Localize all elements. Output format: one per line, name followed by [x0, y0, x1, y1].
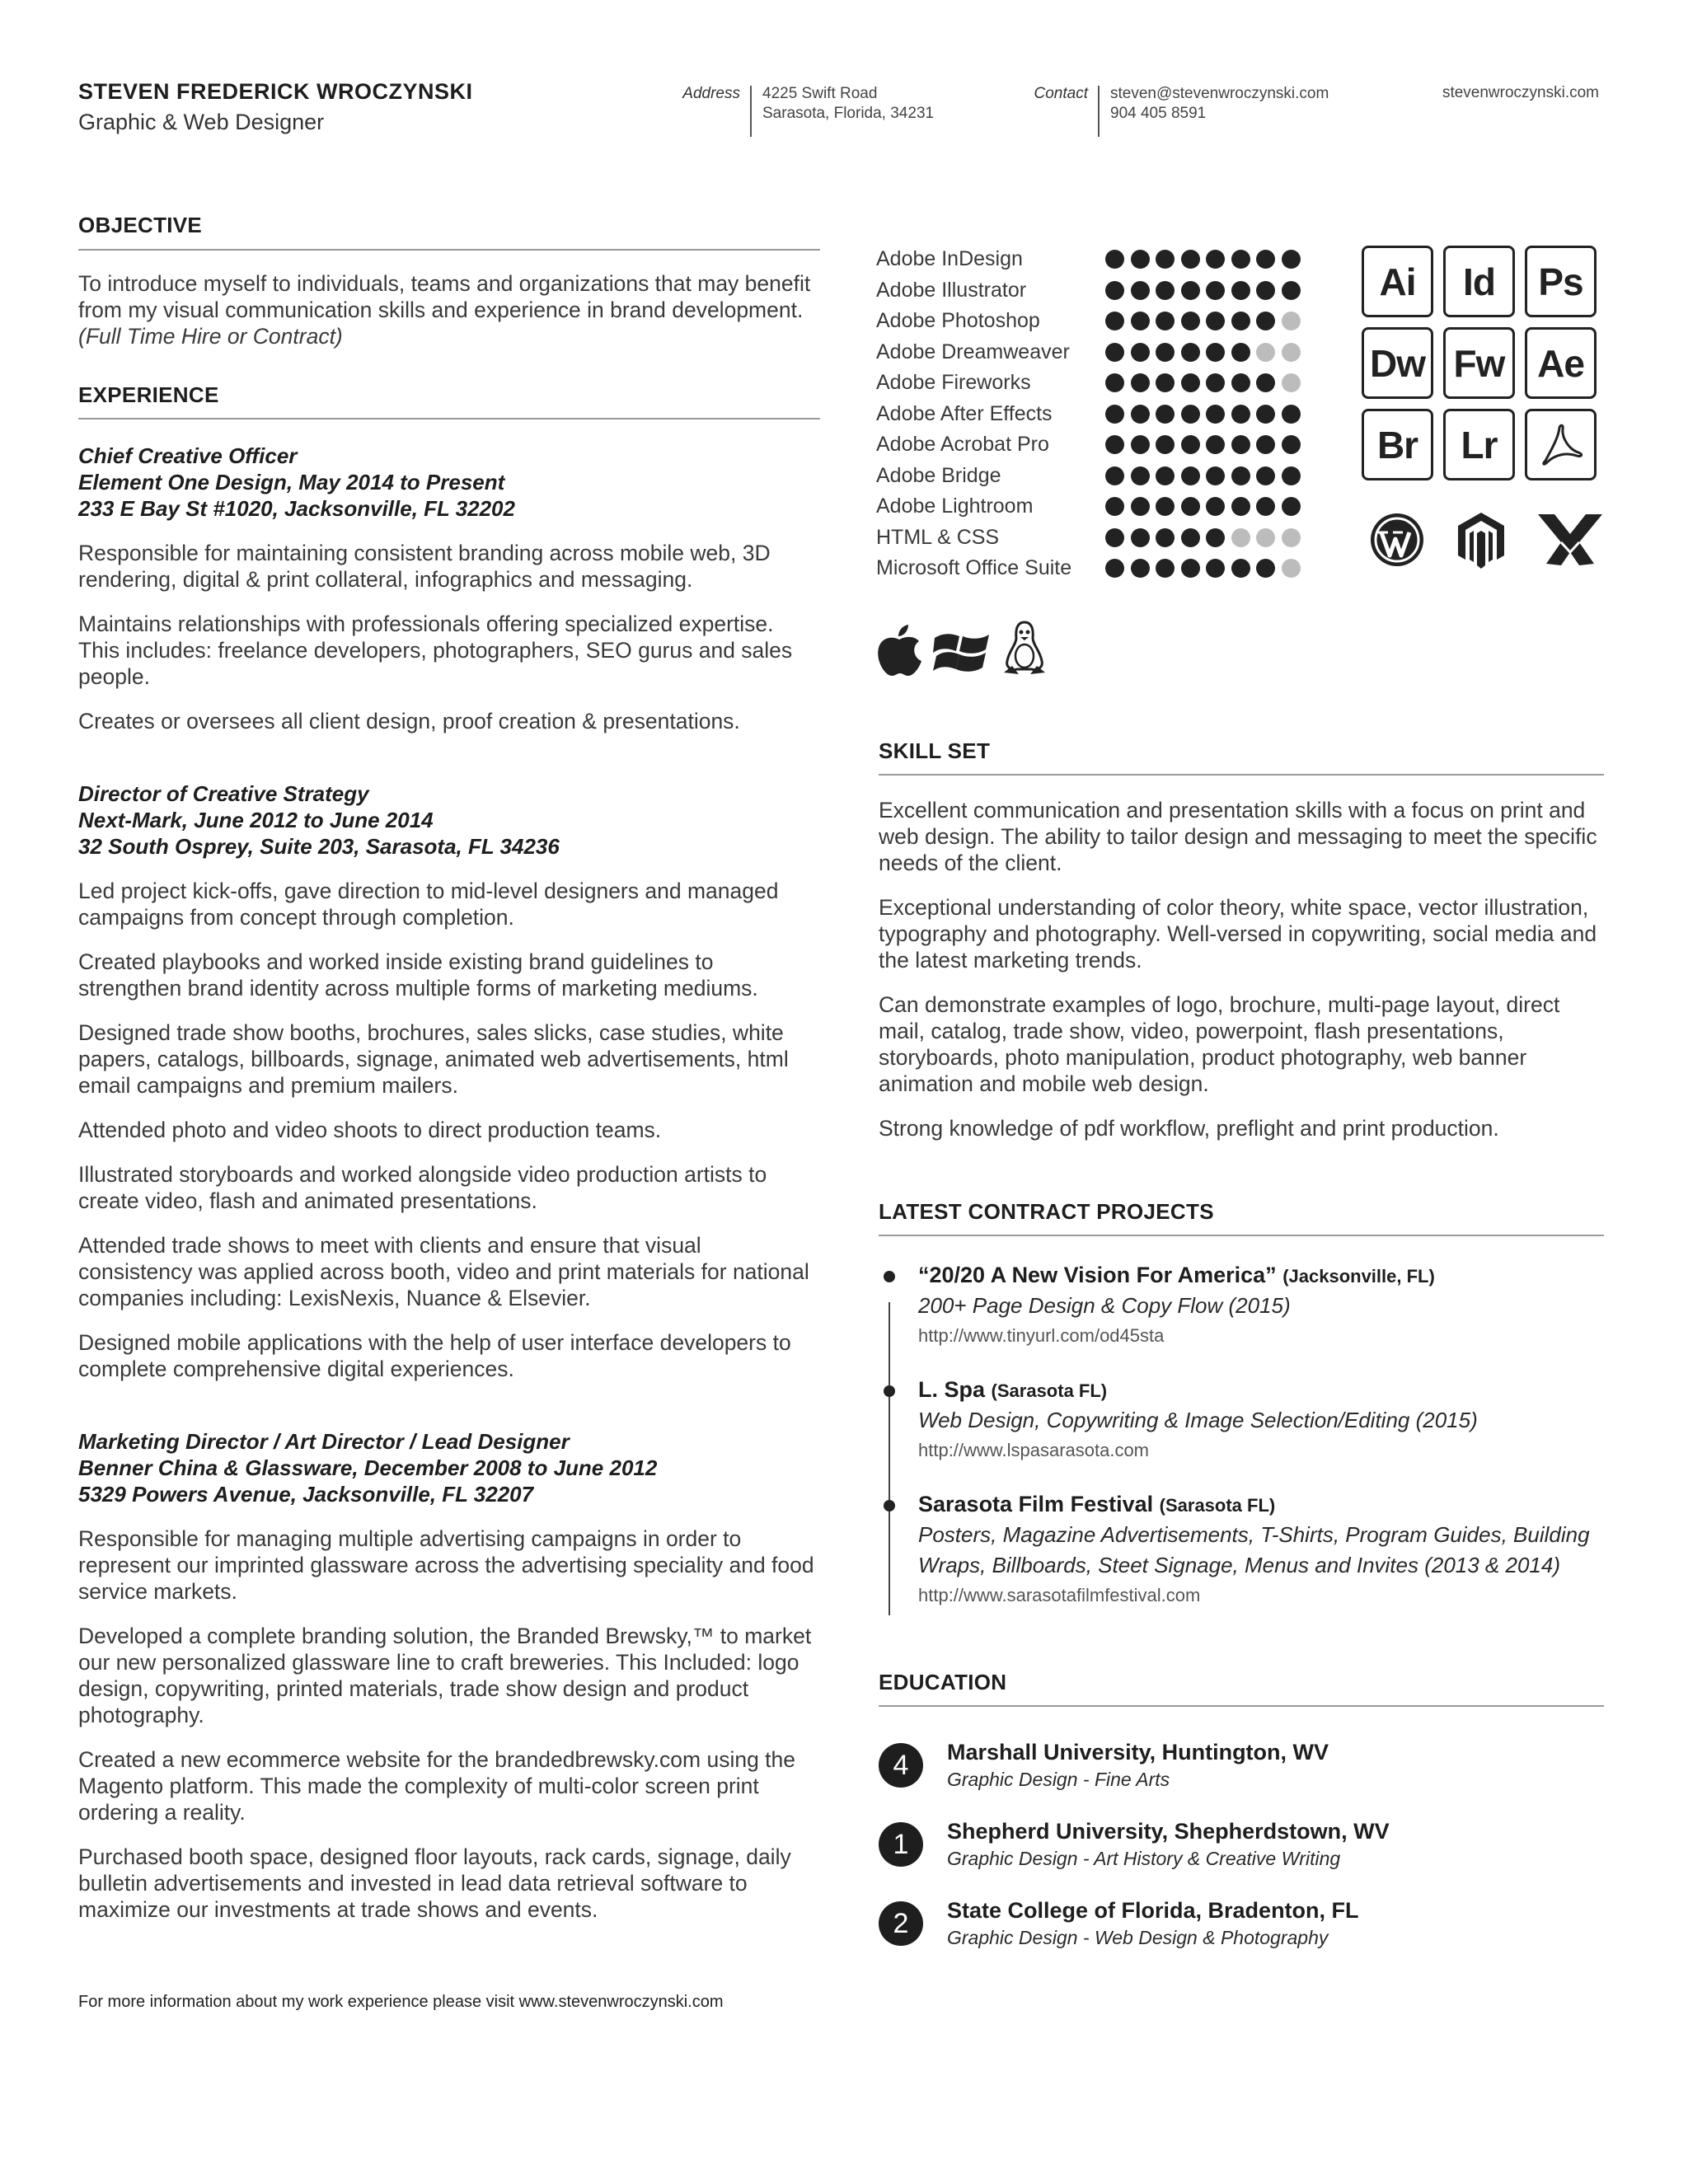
website-link[interactable]: stevenwroczynski.com [1442, 84, 1599, 101]
rating-dot-filled [1105, 559, 1124, 578]
education-item [879, 1817, 1604, 1872]
contact-label: Contact [1034, 85, 1088, 102]
skill-set-paragraph: Excellent communication and presentation skills with a focus on print and web design. The ability to tailor design and messaging to meet the specific needs of the client. [879, 798, 1597, 875]
project-description: Web Design, Copywriting & Image Selection/Editing (2015) [918, 1408, 1478, 1432]
linux-icon [1001, 620, 1048, 677]
rating-dot-filled [1105, 312, 1124, 330]
job-paragraph: Maintains relationships with professionals offering specialized expertise. This includes: freelance developers, photographers, SEO gurus and sales people. [78, 612, 793, 689]
job-paragraph: Attended photo and video shoots to direct production teams. [78, 1118, 662, 1142]
rating-dot-filled [1282, 435, 1301, 454]
rating-dot-filled [1131, 528, 1150, 547]
software-skill-list [876, 244, 1301, 584]
job-paragraph: Purchased booth space, designed floor layouts, rack cards, signage, daily bulletin advertisements and invested in lead data retrieval software to maximize our investments at trade shows and events. [78, 1844, 791, 1922]
skill-rating [1105, 497, 1301, 516]
projects-rule [879, 1235, 1604, 1236]
experience-heading: EXPERIENCE [78, 382, 219, 407]
address-divider [750, 86, 752, 137]
skill-name: Adobe After Effects [876, 401, 1053, 425]
skill-row [876, 368, 1301, 399]
skill-row [876, 337, 1301, 368]
project-list [879, 1261, 1604, 1610]
skill-row [876, 523, 1301, 554]
skill-row [876, 399, 1301, 430]
rating-dot-filled [1256, 373, 1275, 392]
education-program: Graphic Design - Fine Arts [947, 1769, 1170, 1790]
project-item [879, 1490, 1604, 1610]
rating-dot-filled [1156, 497, 1175, 516]
rating-dot-filled [1181, 343, 1200, 362]
rating-dot-filled [1256, 250, 1275, 269]
experience-section [78, 382, 820, 1923]
skill-rating [1105, 435, 1301, 454]
rating-dot-filled [1231, 405, 1250, 424]
education-years-badge: 1 [879, 1822, 923, 1867]
skill-name: Adobe Illustrator [876, 278, 1027, 302]
rating-dot-empty [1282, 343, 1301, 362]
rating-dot-filled [1131, 405, 1150, 424]
rating-dot-filled [1105, 405, 1124, 424]
projects-heading: LATEST CONTRACT PROJECTS [879, 1199, 1214, 1224]
joomla-icon [1536, 511, 1604, 569]
rating-dot-filled [1256, 497, 1275, 516]
acrobat-glyph [1537, 421, 1585, 469]
skill-name: Adobe Acrobat Pro [876, 433, 1049, 457]
rating-dot-filled [1131, 250, 1150, 269]
job-title: Director of Creative Strategy [78, 781, 369, 806]
job-title: Marketing Director / Art Director / Lead Designer [78, 1429, 570, 1454]
skill-rating [1105, 373, 1301, 392]
fireworks-icon: Fw [1443, 327, 1515, 399]
job-entry [78, 1428, 820, 1923]
job-entry [78, 443, 820, 734]
education-years-badge: 4 [879, 1743, 923, 1788]
rating-dot-filled [1282, 281, 1301, 300]
job-paragraph: Creates or oversees all client design, proof creation & presentations. [78, 709, 740, 733]
rating-dot-filled [1206, 528, 1225, 547]
skill-name: Adobe Dreamweaver [876, 340, 1070, 363]
rating-dot-filled [1156, 466, 1175, 485]
apple-icon [875, 623, 923, 677]
rating-dot-filled [1231, 250, 1250, 269]
skill-row [876, 553, 1301, 584]
rating-dot-filled [1256, 312, 1275, 330]
skill-rating [1105, 312, 1301, 330]
skill-set-rule [879, 774, 1604, 776]
rating-dot-filled [1156, 281, 1175, 300]
skill-name: Adobe Bridge [876, 463, 1001, 487]
job-address: 5329 Powers Avenue, Jacksonville, FL 32207 [78, 1482, 534, 1507]
job-list [78, 443, 820, 1923]
indesign-icon: Id [1443, 246, 1515, 317]
rating-dot-filled [1131, 435, 1150, 454]
education-program: Graphic Design - Art History & Creative Writing [947, 1848, 1341, 1869]
skill-set-paragraph: Strong knowledge of pdf workflow, preflight and print production. [879, 1116, 1499, 1141]
job-address: 233 E Bay St #1020, Jacksonville, FL 32202 [78, 496, 515, 521]
job-company: Next-Mark, June 2012 to June 2014 [78, 808, 434, 832]
resume-role: Graphic & Web Designer [78, 110, 325, 134]
right-column [879, 738, 1604, 1951]
job-company: Element One Design, May 2014 to Present [78, 470, 505, 494]
contact-divider [1098, 86, 1100, 137]
rating-dot-filled [1156, 405, 1175, 424]
rating-dot-filled [1131, 497, 1150, 516]
left-column [78, 213, 820, 1941]
job-header [78, 780, 820, 860]
job-paragraph: Responsible for maintaining consistent branding across mobile web, 3D rendering, digital & print collateral, infographics and messaging. [78, 541, 771, 592]
objective-heading: OBJECTIVE [78, 213, 203, 237]
rating-dot-filled [1131, 343, 1150, 362]
rating-dot-filled [1156, 250, 1175, 269]
skill-set-section [879, 738, 1604, 1141]
education-rule [879, 1705, 1604, 1707]
skill-rating [1105, 559, 1301, 578]
job-header [78, 443, 820, 522]
rating-dot-filled [1131, 373, 1150, 392]
rating-dot-empty [1231, 528, 1250, 547]
rating-dot-filled [1105, 281, 1124, 300]
contact-phone: 904 405 8591 [1110, 105, 1207, 122]
rating-dot-empty [1256, 343, 1275, 362]
education-item [879, 1896, 1604, 1951]
education-school: Marshall University, Huntington, WV [947, 1740, 1329, 1765]
rating-dot-filled [1105, 466, 1124, 485]
education-years-badge: 2 [879, 1901, 923, 1946]
rating-dot-filled [1156, 435, 1175, 454]
rating-dot-filled [1256, 435, 1275, 454]
project-bullet [884, 1500, 895, 1511]
rating-dot-filled [1206, 281, 1225, 300]
app-icon-grid [1362, 246, 1597, 480]
job-paragraph: Led project kick-offs, gave direction to mid-level designers and managed campaigns from concept through completion. [78, 879, 779, 930]
rating-dot-empty [1282, 528, 1301, 547]
rating-dot-filled [1105, 497, 1124, 516]
skill-rating [1105, 343, 1301, 362]
education-program: Graphic Design - Web Design & Photography [947, 1927, 1329, 1948]
project-url[interactable]: http://www.sarasotafilmfestival.com [918, 1585, 1201, 1605]
rating-dot-filled [1231, 497, 1250, 516]
education-item [879, 1738, 1604, 1793]
job-paragraph: Created a new ecommerce website for the brandedbrewsky.com using the Magento platform. This made the complexity of multi-color screen print ordering a reality. [78, 1747, 796, 1825]
rating-dot-filled [1206, 405, 1225, 424]
skill-row [876, 491, 1301, 523]
address-line-2: Sarasota, Florida, 34231 [762, 105, 935, 122]
project-bullet [884, 1385, 895, 1397]
rating-dot-empty [1282, 559, 1301, 578]
rating-dot-filled [1131, 466, 1150, 485]
job-paragraph: Designed trade show booths, brochures, sales slicks, case studies, white papers, catalogs, billboards, signage, animated web advertisements, html email campaigns and premium mailers. [78, 1020, 789, 1098]
objective-rule [78, 249, 820, 251]
wordpress-icon [1368, 511, 1426, 569]
skill-rating [1105, 466, 1301, 485]
rating-dot-filled [1206, 497, 1225, 516]
project-location: (Sarasota FL) [991, 1380, 1108, 1401]
project-location: (Sarasota FL) [1159, 1495, 1276, 1516]
dreamweaver-icon: Dw [1362, 327, 1433, 399]
project-bullet [884, 1271, 895, 1282]
rating-dot-filled [1156, 312, 1175, 330]
rating-dot-filled [1231, 343, 1250, 362]
os-icon-row [875, 620, 1048, 677]
rating-dot-filled [1256, 405, 1275, 424]
rating-dot-filled [1231, 373, 1250, 392]
address-label: Address [682, 85, 740, 102]
rating-dot-filled [1105, 528, 1124, 547]
rating-dot-filled [1131, 559, 1150, 578]
rating-dot-filled [1256, 281, 1275, 300]
bridge-icon: Br [1362, 409, 1433, 480]
rating-dot-filled [1105, 343, 1124, 362]
objective-section [78, 213, 820, 349]
rating-dot-filled [1156, 373, 1175, 392]
rating-dot-filled [1105, 435, 1124, 454]
rating-dot-filled [1282, 466, 1301, 485]
experience-rule [78, 418, 820, 419]
skill-name: Adobe InDesign [876, 247, 1023, 271]
rating-dot-filled [1156, 559, 1175, 578]
rating-dot-filled [1231, 281, 1250, 300]
skill-name: Microsoft Office Suite [876, 556, 1072, 580]
rating-dot-empty [1282, 373, 1301, 392]
skill-set-paragraph: Exceptional understanding of color theory, white space, vector illustration, typography and photography. Well-versed in copywriting, social media and the latest marketing trends. [879, 895, 1597, 972]
education-school: Shepherd University, Shepherdstown, WV [947, 1819, 1390, 1844]
rating-dot-filled [1256, 466, 1275, 485]
skill-rating [1105, 528, 1301, 547]
skill-set-heading: SKILL SET [879, 738, 991, 763]
cms-icon-row [1368, 511, 1604, 570]
project-title: L. Spa (Sarasota FL) [918, 1377, 1108, 1402]
rating-dot-filled [1181, 559, 1200, 578]
skill-name: Adobe Lightroom [876, 494, 1034, 518]
lightroom-icon: Lr [1443, 409, 1515, 480]
skill-row [876, 306, 1301, 337]
rating-dot-filled [1206, 435, 1225, 454]
rating-dot-empty [1256, 528, 1275, 547]
rating-dot-filled [1206, 312, 1225, 330]
rating-dot-empty [1282, 312, 1301, 330]
project-item [879, 1261, 1604, 1351]
skill-row [876, 461, 1301, 492]
rating-dot-filled [1181, 405, 1200, 424]
projects-section [879, 1199, 1604, 1610]
project-title: Sarasota Film Festival (Sarasota FL) [918, 1492, 1276, 1516]
job-header [78, 1428, 820, 1507]
address-line-1: 4225 Swift Road [762, 85, 878, 102]
skill-row [876, 275, 1301, 307]
rating-dot-filled [1181, 435, 1200, 454]
rating-dot-filled [1131, 281, 1150, 300]
project-location: (Jacksonville, FL) [1282, 1266, 1435, 1286]
after-effects-icon: Ae [1525, 327, 1597, 399]
job-company: Benner China & Glassware, December 2008 to June 2012 [78, 1455, 658, 1480]
job-paragraph: Attended trade shows to meet with clients and ensure that visual consistency was applied across booth, video and print materials for national companies including: LexisNexis, Nuance & Elsevier. [78, 1233, 809, 1310]
skill-rating [1105, 250, 1301, 269]
project-item [879, 1376, 1604, 1465]
resume-name: STEVEN FREDERICK WROCZYNSKI [78, 79, 473, 104]
skill-row [876, 244, 1301, 275]
rating-dot-filled [1206, 373, 1225, 392]
rating-dot-filled [1231, 435, 1250, 454]
contact-block [1110, 84, 1329, 124]
rating-dot-filled [1206, 250, 1225, 269]
photoshop-icon: Ps [1525, 246, 1597, 317]
rating-dot-filled [1181, 281, 1200, 300]
job-paragraph: Designed mobile applications with the help of user interface developers to complete comprehensive digital experiences. [78, 1330, 791, 1381]
rating-dot-filled [1181, 373, 1200, 392]
rating-dot-filled [1231, 312, 1250, 330]
education-heading: EDUCATION [879, 1670, 1007, 1694]
objective-note: (Full Time Hire or Contract) [78, 324, 343, 349]
rating-dot-filled [1156, 343, 1175, 362]
rating-dot-filled [1206, 466, 1225, 485]
skill-name: Adobe Fireworks [876, 371, 1031, 395]
footer-note: For more information about my work experience please visit www.stevenwroczynski.com [78, 1993, 724, 2011]
project-description: Posters, Magazine Advertisements, T-Shirts, Program Guides, Building Wraps, Billboards, Steet Signage, Menus and Invites (2013 & 2014) [918, 1522, 1590, 1577]
project-url[interactable]: http://www.tinyurl.com/od45sta [918, 1325, 1165, 1346]
project-description: 200+ Page Design & Copy Flow (2015) [918, 1293, 1291, 1318]
skill-name: HTML & CSS [876, 525, 1000, 549]
magento-icon [1456, 511, 1507, 570]
rating-dot-filled [1256, 559, 1275, 578]
rating-dot-filled [1181, 497, 1200, 516]
education-section [879, 1670, 1604, 1951]
skill-rating [1105, 405, 1301, 424]
rating-dot-filled [1181, 312, 1200, 330]
rating-dot-filled [1231, 466, 1250, 485]
rating-dot-filled [1105, 373, 1124, 392]
skill-name: Adobe Photoshop [876, 309, 1040, 333]
illustrator-icon: Ai [1362, 246, 1433, 317]
education-school: State College of Florida, Bradenton, FL [947, 1898, 1359, 1923]
job-paragraph: Responsible for managing multiple advertising campaigns in order to represent our imprinted glassware across the advertising speciality and food service markets. [78, 1526, 814, 1604]
rating-dot-filled [1156, 528, 1175, 547]
job-paragraph: Developed a complete branding solution, the Branded Brewsky,™ to market our new personalized glassware line to craft breweries. This Included: logo design, copywriting, printed materials, trade show design and product photography. [78, 1624, 812, 1727]
project-title: “20/20 A New Vision For America” (Jacksonville, FL) [918, 1263, 1435, 1287]
rating-dot-filled [1231, 559, 1250, 578]
objective-text: To introduce myself to individuals, teams and organizations that may benefit from my visual communication skills and experience in brand development. (Full Time Hire or Contract) [78, 271, 811, 349]
job-entry [78, 780, 820, 1382]
skill-rating [1105, 281, 1301, 300]
rating-dot-filled [1206, 559, 1225, 578]
skill-row [876, 429, 1301, 461]
address-block [762, 84, 934, 124]
rating-dot-filled [1206, 343, 1225, 362]
skill-set-paragraph: Can demonstrate examples of logo, brochure, multi-page layout, direct mail, catalog, trade show, video, powerpoint, flash presentations, storyboards, photo manipulation, product photography, web banner animation and mobile web design. [879, 992, 1560, 1096]
rating-dot-filled [1181, 250, 1200, 269]
job-title: Chief Creative Officer [78, 443, 298, 468]
contact-email[interactable]: steven@stevenwroczynski.com [1110, 85, 1329, 102]
rating-dot-filled [1131, 312, 1150, 330]
rating-dot-filled [1282, 250, 1301, 269]
rating-dot-filled [1181, 466, 1200, 485]
job-address: 32 South Osprey, Suite 203, Sarasota, FL 34236 [78, 834, 560, 859]
windows-icon [933, 626, 991, 677]
job-paragraph: Illustrated storyboards and worked alongside video production artists to create video, flash and animated presentations. [78, 1162, 767, 1213]
rating-dot-filled [1181, 528, 1200, 547]
rating-dot-filled [1282, 405, 1301, 424]
rating-dot-filled [1282, 497, 1301, 516]
project-url[interactable]: http://www.lspasarasota.com [918, 1440, 1150, 1460]
rating-dot-filled [1105, 250, 1124, 269]
acrobat-icon [1525, 409, 1597, 480]
job-paragraph: Created playbooks and worked inside existing brand guidelines to strengthen brand identity across multiple forms of marketing mediums. [78, 949, 758, 1001]
